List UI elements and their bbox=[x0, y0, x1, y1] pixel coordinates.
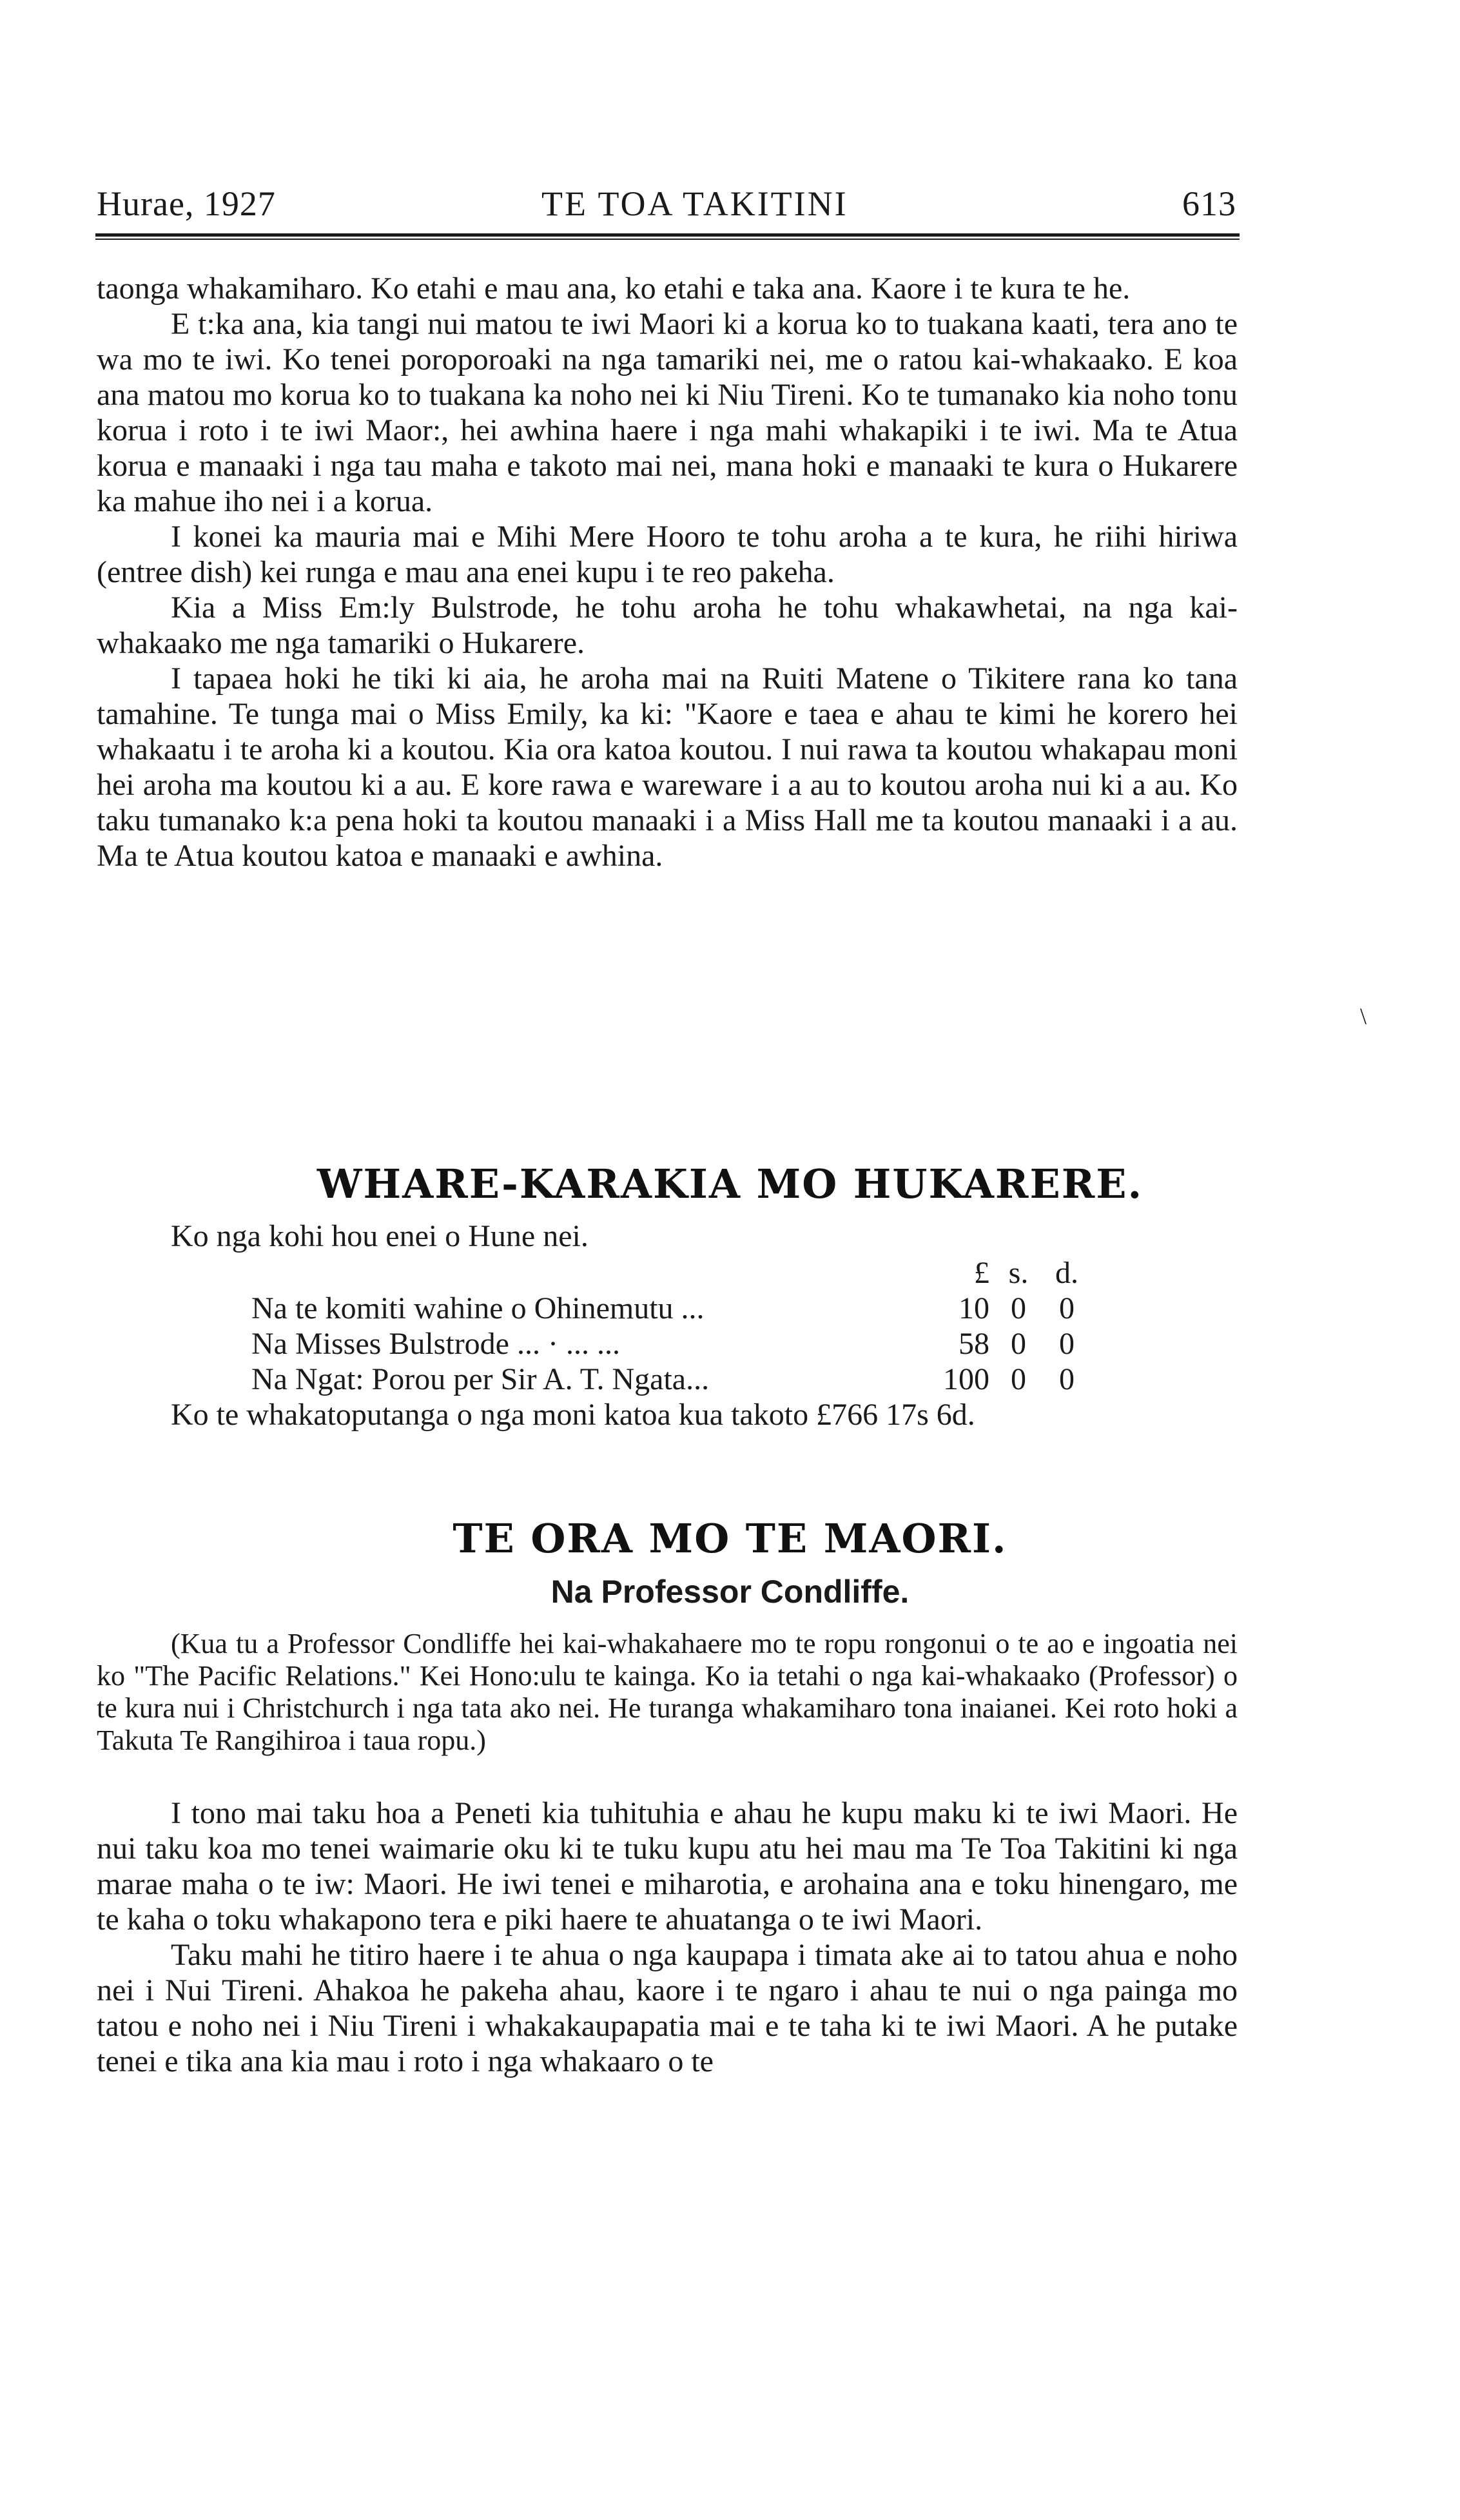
shillings: 0 bbox=[1011, 1362, 1026, 1396]
header-rule bbox=[95, 233, 1240, 240]
pence: 0 bbox=[1059, 1291, 1075, 1325]
paragraph: (Kua tu a Professor Condliffe hei kai-whakahaere mo te ropu rongonui o te ao e ingoatia nei ko "The Pacific Relations." Kei Hono:ulu te kainga. Ko ia tetahi o nga kai-whakaako (Professor) o te kura nui i Christchurch i nga tata ako nei. He turanga whakamiharo tona inaianei. Kei roto hoki a Takuta Te Rangihiroa i taua ropu.) bbox=[97, 1628, 1238, 1756]
editorial-note bbox=[97, 1628, 1238, 1757]
section-title-te-ora: TE ORA MO TE MAORI. bbox=[453, 1515, 1007, 1562]
donations-table bbox=[251, 1255, 1128, 1397]
pounds: 10 bbox=[959, 1291, 989, 1325]
running-header bbox=[97, 184, 1236, 229]
donation-row bbox=[251, 1326, 1128, 1362]
pence-header: d. bbox=[1055, 1256, 1078, 1290]
pounds: 58 bbox=[959, 1327, 989, 1361]
donor: Na te komiti wahine o Ohinemutu ... bbox=[251, 1291, 705, 1325]
section1-intro bbox=[97, 1218, 1238, 1254]
donations-total bbox=[97, 1397, 1238, 1432]
paragraph: I tapaea hoki he tiki ki aia, he aroha mai na Ruiti Matene o Tikitere rana ko tana tamahine. Te tunga mai o Miss Emily, ka ki: "Kaore e taea e ahau te kimi he korero hei whakaatu i te aroha ki a koutou. Kia ora katoa koutou. I nui rawa ta koutou whakapau moni hei aroha ma koutou ki a au. E kore rawa e wareware i a au to koutou aroha nui ki a au. Ko taku tumanako k:a pena hoki ta koutou manaaki i a Miss Hall me ta koutou manaaki i a au. Ma te Atua koutou katoa e manaaki e awhina. bbox=[97, 661, 1238, 873]
donor: Na Ngat: Porou per Sir A. T. Ngata... bbox=[251, 1362, 710, 1396]
pounds-header: £ bbox=[974, 1256, 989, 1290]
shillings: 0 bbox=[1011, 1291, 1026, 1325]
header-date: Hurae, 1927 bbox=[97, 184, 276, 223]
pence: 0 bbox=[1059, 1327, 1075, 1361]
continued-article bbox=[97, 271, 1238, 874]
pounds: 100 bbox=[943, 1362, 989, 1396]
paragraph: Ko te whakatoputanga o nga moni katoa kua takoto £766 17s 6d. bbox=[171, 1398, 975, 1432]
paragraph: E t:ka ana, kia tangi nui matou te iwi Maori ki a korua ko to tuakana kaati, tera ano te wa mo te iwi. Ko tenei poroporoaki na nga tamariki nei, me o ratou kai-whakaako. E koa ana matou mo korua ko to tuakana ka noho nei ki Niu Tireni. Ko te tumanako kia noho tonu korua i roto i te iwi Maor:, hei awhina haere i nga mahi whakapiki i te iwi. Ma te Atua korua e manaaki i nga tau maha e takoto mai nei, mana hoki e manaaki te kura o Hukarere ka mahue iho nei i a korua. bbox=[97, 307, 1238, 518]
shillings: 0 bbox=[1011, 1327, 1026, 1361]
section-title-whare-karakia: WHARE-KARAKIA MO HUKARERE. bbox=[316, 1160, 1144, 1207]
margin-mark: \ bbox=[1360, 1003, 1367, 1029]
header-page-number: 613 bbox=[1182, 184, 1236, 223]
header-publication-title: TE TOA TAKITINI bbox=[541, 184, 848, 223]
paragraph: taonga whakamiharo. Ko etahi e mau ana, ko etahi e taka ana. Kaore i te kura te he. bbox=[97, 271, 1131, 306]
paragraph: Kia a Miss Em:ly Bulstrode, he tohu aroha he tohu whakawhetai, na nga kai-whakaako me nga tamariki o Hukarere. bbox=[97, 591, 1238, 660]
article-body bbox=[97, 1795, 1238, 2079]
paragraph: Ko nga kohi hou enei o Hune nei. bbox=[171, 1219, 589, 1253]
donation-row bbox=[251, 1291, 1128, 1326]
donor: Na Misses Bulstrode ... · ... ... bbox=[251, 1327, 620, 1361]
donation-row bbox=[251, 1362, 1128, 1397]
paragraph: I tono mai taku hoa a Peneti kia tuhituhia e ahau he kupu maku ki te iwi Maori. He nui taku koa mo tenei waimarie oku ki te tuku kupu atu hei mau ma Te Toa Takitini ki nga marae maha o te iw: Maori. He iwi tenei e miharotia, e arohaina ana e toku hinengaro, me te kaha o toku whakapono tera e piki haere te ahuatanga o te iwi Maori. bbox=[97, 1796, 1238, 1937]
shillings-header: s. bbox=[1008, 1256, 1029, 1290]
currency-header-row bbox=[251, 1255, 1128, 1291]
article-byline: Na Professor Condliffe. bbox=[550, 1574, 910, 1610]
paragraph: I konei ka mauria mai e Mihi Mere Hooro te tohu aroha a te kura, he riihi hiriwa (entree dish) kei runga e mau ana enei kupu i te reo pakeha. bbox=[97, 520, 1238, 589]
paragraph: Taku mahi he titiro haere i te ahua o nga kaupapa i timata ake ai to tatou ahua e noho nei i Nui Tireni. Ahakoa he pakeha ahau, kaore i te ngaro i ahau te nui o nga painga mo tatou e noho nei i Niu Tireni i whakakaupapatia mai e te taha ki te iwi Maori. A he putake tenei e tika ana kia mau i roto i nga whakaaro o te bbox=[97, 1938, 1238, 2078]
pence: 0 bbox=[1059, 1362, 1075, 1396]
